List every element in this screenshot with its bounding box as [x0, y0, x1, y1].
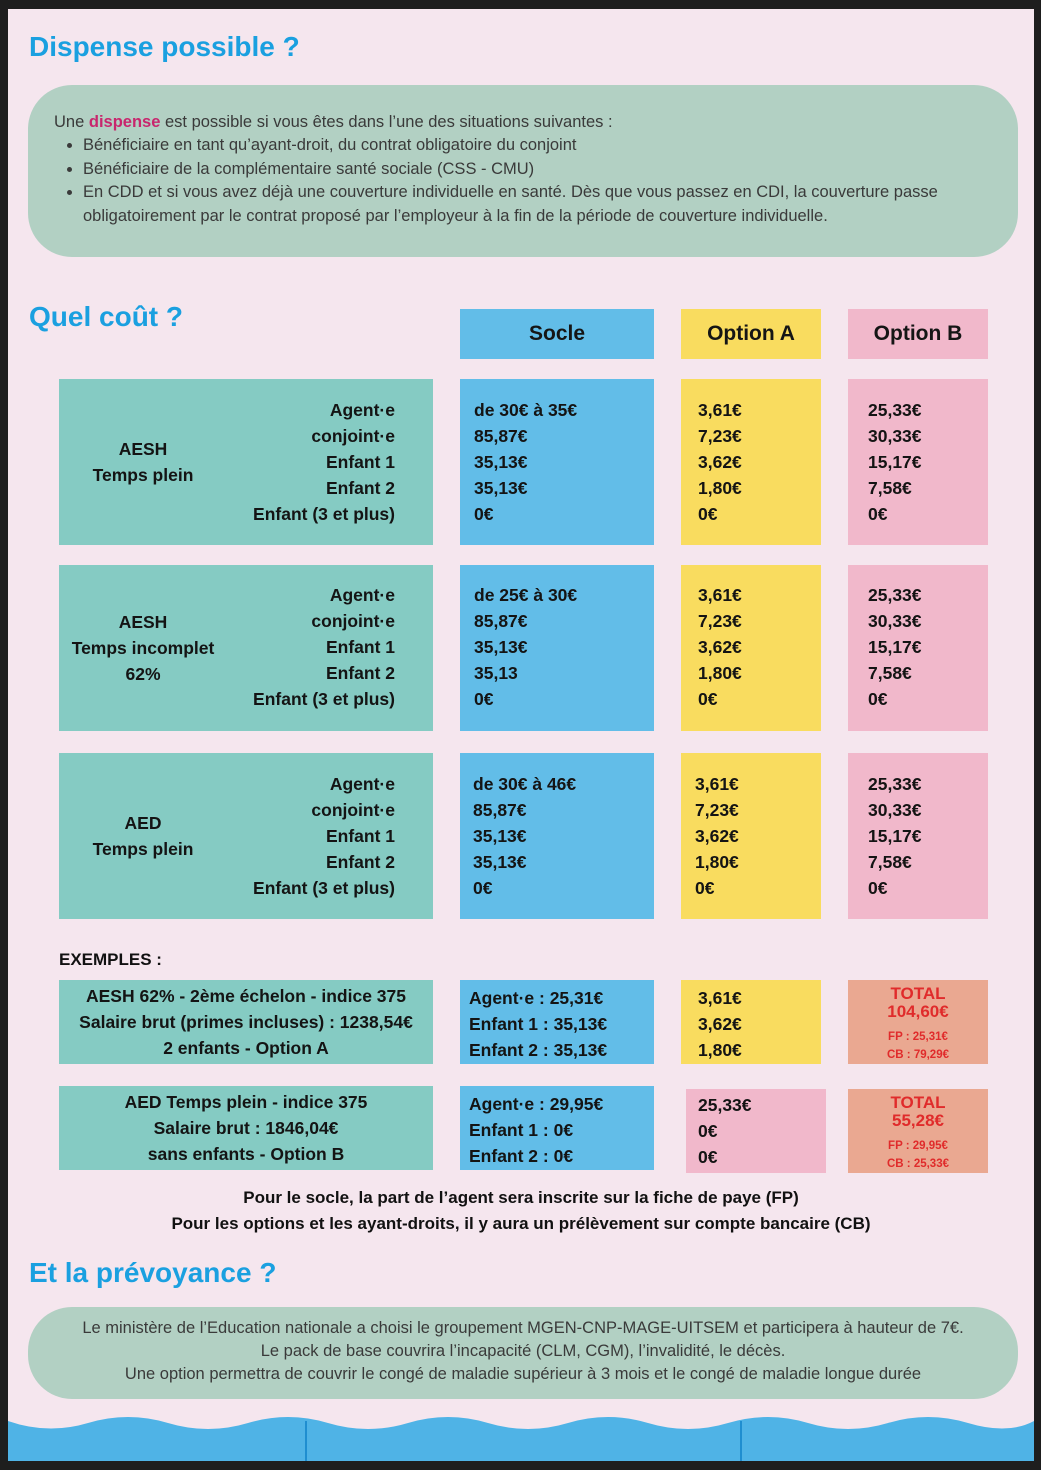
dispense-item: • Bénéficiaire de la complémentaire santé sociale (CSS - CMU) — [83, 158, 1034, 182]
example-socle: Agent·e : 25,31€ Enfant 1 : 35,13€ Enfant 2 : 35,13€ — [460, 980, 654, 1064]
socle-values: de 30€ à 46€ 85,87€ 35,13€ 35,13€ 0€ — [460, 753, 654, 919]
total-label: TOTAL — [890, 984, 946, 1003]
example-description: AESH 62% - 2ème échelon - indice 375 Salaire brut (primes incluses) : 1238,54€ 2 enfants - Option A — [59, 980, 433, 1064]
dispense-highlight: dispense — [88, 113, 161, 131]
category-label: AED Temps plein — [92, 813, 194, 859]
beneficiary-labels: Agent·e conjoint·e Enfant 1 Enfant 2 Enfant (3 et plus) — [253, 400, 395, 524]
dispense-list — [28, 134, 1034, 228]
col-header-option-b: Option B — [848, 309, 988, 359]
example-option: 25,33€ 0€ 0€ — [686, 1089, 826, 1173]
category-box-aesh-incomplet — [59, 565, 433, 731]
total-cb: CB : 79,29€ — [886, 1049, 949, 1061]
total-fp: FP : 25,31€ — [888, 1031, 948, 1043]
example-description: AED Temps plein - indice 375 Salaire brut : 1846,04€ sans enfants - Option B — [59, 1086, 433, 1170]
beneficiary-labels: Agent·e conjoint·e Enfant 1 Enfant 2 Enfant (3 et plus) — [253, 774, 395, 898]
example-total — [848, 1089, 988, 1173]
dispense-item: • Bénéficiaire en tant qu’ayant-droit, du contrat obligatoire du conjoint — [83, 134, 1034, 158]
prevoyance-title: Et la prévoyance ? — [29, 1257, 277, 1288]
option-b-values: 25,33€ 30,33€ 15,17€ 7,58€ 0€ — [848, 565, 988, 731]
dispense-title: Dispense possible ? — [29, 31, 300, 62]
total-value: 104,60€ — [887, 1002, 949, 1021]
cout-title: Quel coût ? — [29, 301, 183, 332]
prevoyance-line: Le pack de base couvrira l’incapacité (CLM, CGM), l’invalidité, le décès. — [260, 1342, 786, 1360]
prevoyance-line: Le ministère de l’Education nationale a choisi le groupement MGEN-CNP-MAGE-UITSEM et participera à hauteur de 7€. — [82, 1319, 964, 1337]
category-label: AESH Temps incomplet 62% — [71, 612, 215, 684]
total-value: 55,28€ — [892, 1111, 944, 1130]
beneficiary-labels: Agent·e conjoint·e Enfant 1 Enfant 2 Enfant (3 et plus) — [253, 585, 395, 709]
prevoyance-line: Une option permettra de couvrir le congé de maladie supérieur à 3 mois et le congé de maladie longue durée — [124, 1365, 922, 1383]
option-a-values: 3,61€ 7,23€ 3,62€ 1,80€ 0€ — [681, 753, 821, 919]
option-b-values: 25,33€ 30,33€ 15,17€ 7,58€ 0€ — [848, 379, 988, 545]
total-label: TOTAL — [890, 1093, 946, 1112]
page — [8, 9, 1034, 1461]
wave-decoration — [8, 1411, 1034, 1461]
note-cb: Pour les options et les ayant-droits, il y aura un prélèvement sur compte bancaire (CB) — [171, 1214, 871, 1233]
col-header-socle: Socle — [460, 309, 654, 359]
socle-values: de 30€ à 35€ 85,87€ 35,13€ 35,13€ 0€ — [460, 379, 654, 545]
option-a-values: 3,61€ 7,23€ 3,62€ 1,80€ 0€ — [681, 565, 821, 731]
examples-title: EXEMPLES : — [59, 950, 162, 969]
category-box-aesh-plein — [59, 379, 433, 545]
example-socle: Agent·e : 29,95€ Enfant 1 : 0€ Enfant 2 : 0€ — [460, 1086, 654, 1170]
prevoyance-bubble — [28, 1307, 1018, 1399]
dispense-intro: Une dispense est possible si vous êtes dans l’une des situations suivantes : — [54, 113, 613, 131]
note-fp: Pour le socle, la part de l’agent sera inscrite sur la fiche de paye (FP) — [243, 1188, 799, 1207]
total-cb: CB : 25,33€ — [886, 1158, 949, 1170]
category-box-aed-plein — [59, 753, 433, 919]
total-fp: FP : 29,95€ — [888, 1140, 948, 1152]
socle-values: de 25€ à 30€ 85,87€ 35,13€ 35,13 0€ — [460, 565, 654, 731]
dispense-bubble — [28, 85, 1018, 257]
category-label: AESH Temps plein — [92, 439, 194, 485]
col-header-option-a: Option A — [681, 309, 821, 359]
example-option: 3,61€ 3,62€ 1,80€ — [681, 980, 821, 1064]
option-b-values: 25,33€ 30,33€ 15,17€ 7,58€ 0€ — [848, 753, 988, 919]
dispense-item: • En CDD et si vous avez déjà une couverture individuelle en santé. Dès que vous passez en CDI, la couverture passe obligatoirement par le contrat proposé par l’employeur à la fin de la période de couverture individuelle. — [83, 181, 1034, 228]
option-a-values: 3,61€ 7,23€ 3,62€ 1,80€ 0€ — [681, 379, 821, 545]
example-total — [848, 980, 988, 1064]
